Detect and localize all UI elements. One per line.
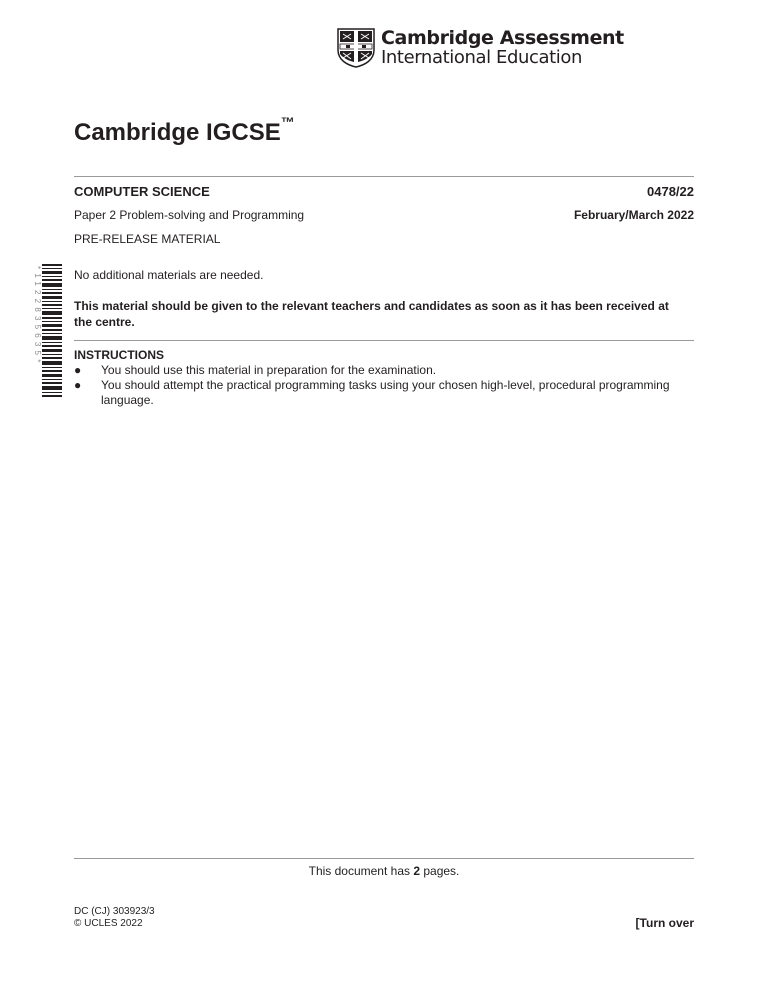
copyright: © UCLES 2022 xyxy=(74,918,143,929)
instructions-divider xyxy=(74,340,694,341)
syllabus-code: 0478/22 xyxy=(647,184,694,199)
no-materials-note: No additional materials are needed. xyxy=(74,268,264,282)
bullet-icon: ● xyxy=(74,363,82,377)
turn-over-label: [Turn over xyxy=(635,916,694,930)
barcode-icon xyxy=(28,262,62,400)
barcode-text: *1122835635* xyxy=(33,266,42,367)
header-divider xyxy=(74,176,694,177)
cambridge-crest-icon xyxy=(337,28,375,68)
page-count-suffix: pages. xyxy=(420,864,460,878)
bullet-icon: ● xyxy=(74,378,82,392)
page-count: 2 xyxy=(413,864,421,878)
exam-session: February/March 2022 xyxy=(573,208,694,222)
document-code: DC (CJ) 303923/3 xyxy=(74,906,155,917)
logo-line-1: Cambridge Assessment xyxy=(381,27,624,49)
instructions-list xyxy=(74,363,694,408)
instructions-heading: INSTRUCTIONS xyxy=(74,348,164,362)
cambridge-logo xyxy=(337,28,624,68)
qualification-title xyxy=(74,114,295,147)
material-type: PRE-RELEASE MATERIAL xyxy=(74,232,221,246)
qualification-name: Cambridge IGCSE xyxy=(74,119,281,146)
page-count-prefix: This document has xyxy=(308,864,414,878)
instruction-text: You should attempt the practical programming tasks using your chosen high-level, procedural programming language. xyxy=(101,378,670,407)
subject-name: COMPUTER SCIENCE xyxy=(74,184,210,199)
distribution-notice: This material should be given to the relevant teachers and candidates as soon as it has been received at the centre. xyxy=(74,299,669,329)
document-code-block xyxy=(74,906,155,930)
instruction-item xyxy=(74,363,694,378)
page-count-note xyxy=(0,864,768,878)
instruction-text: You should use this material in preparation for the examination. xyxy=(101,363,437,377)
instruction-item xyxy=(74,378,694,408)
footer-divider xyxy=(74,858,694,859)
paper-title: Paper 2 Problem-solving and Programming xyxy=(74,208,305,222)
trademark-symbol: ™ xyxy=(280,114,295,130)
logo-line-2: International Education xyxy=(381,47,583,68)
